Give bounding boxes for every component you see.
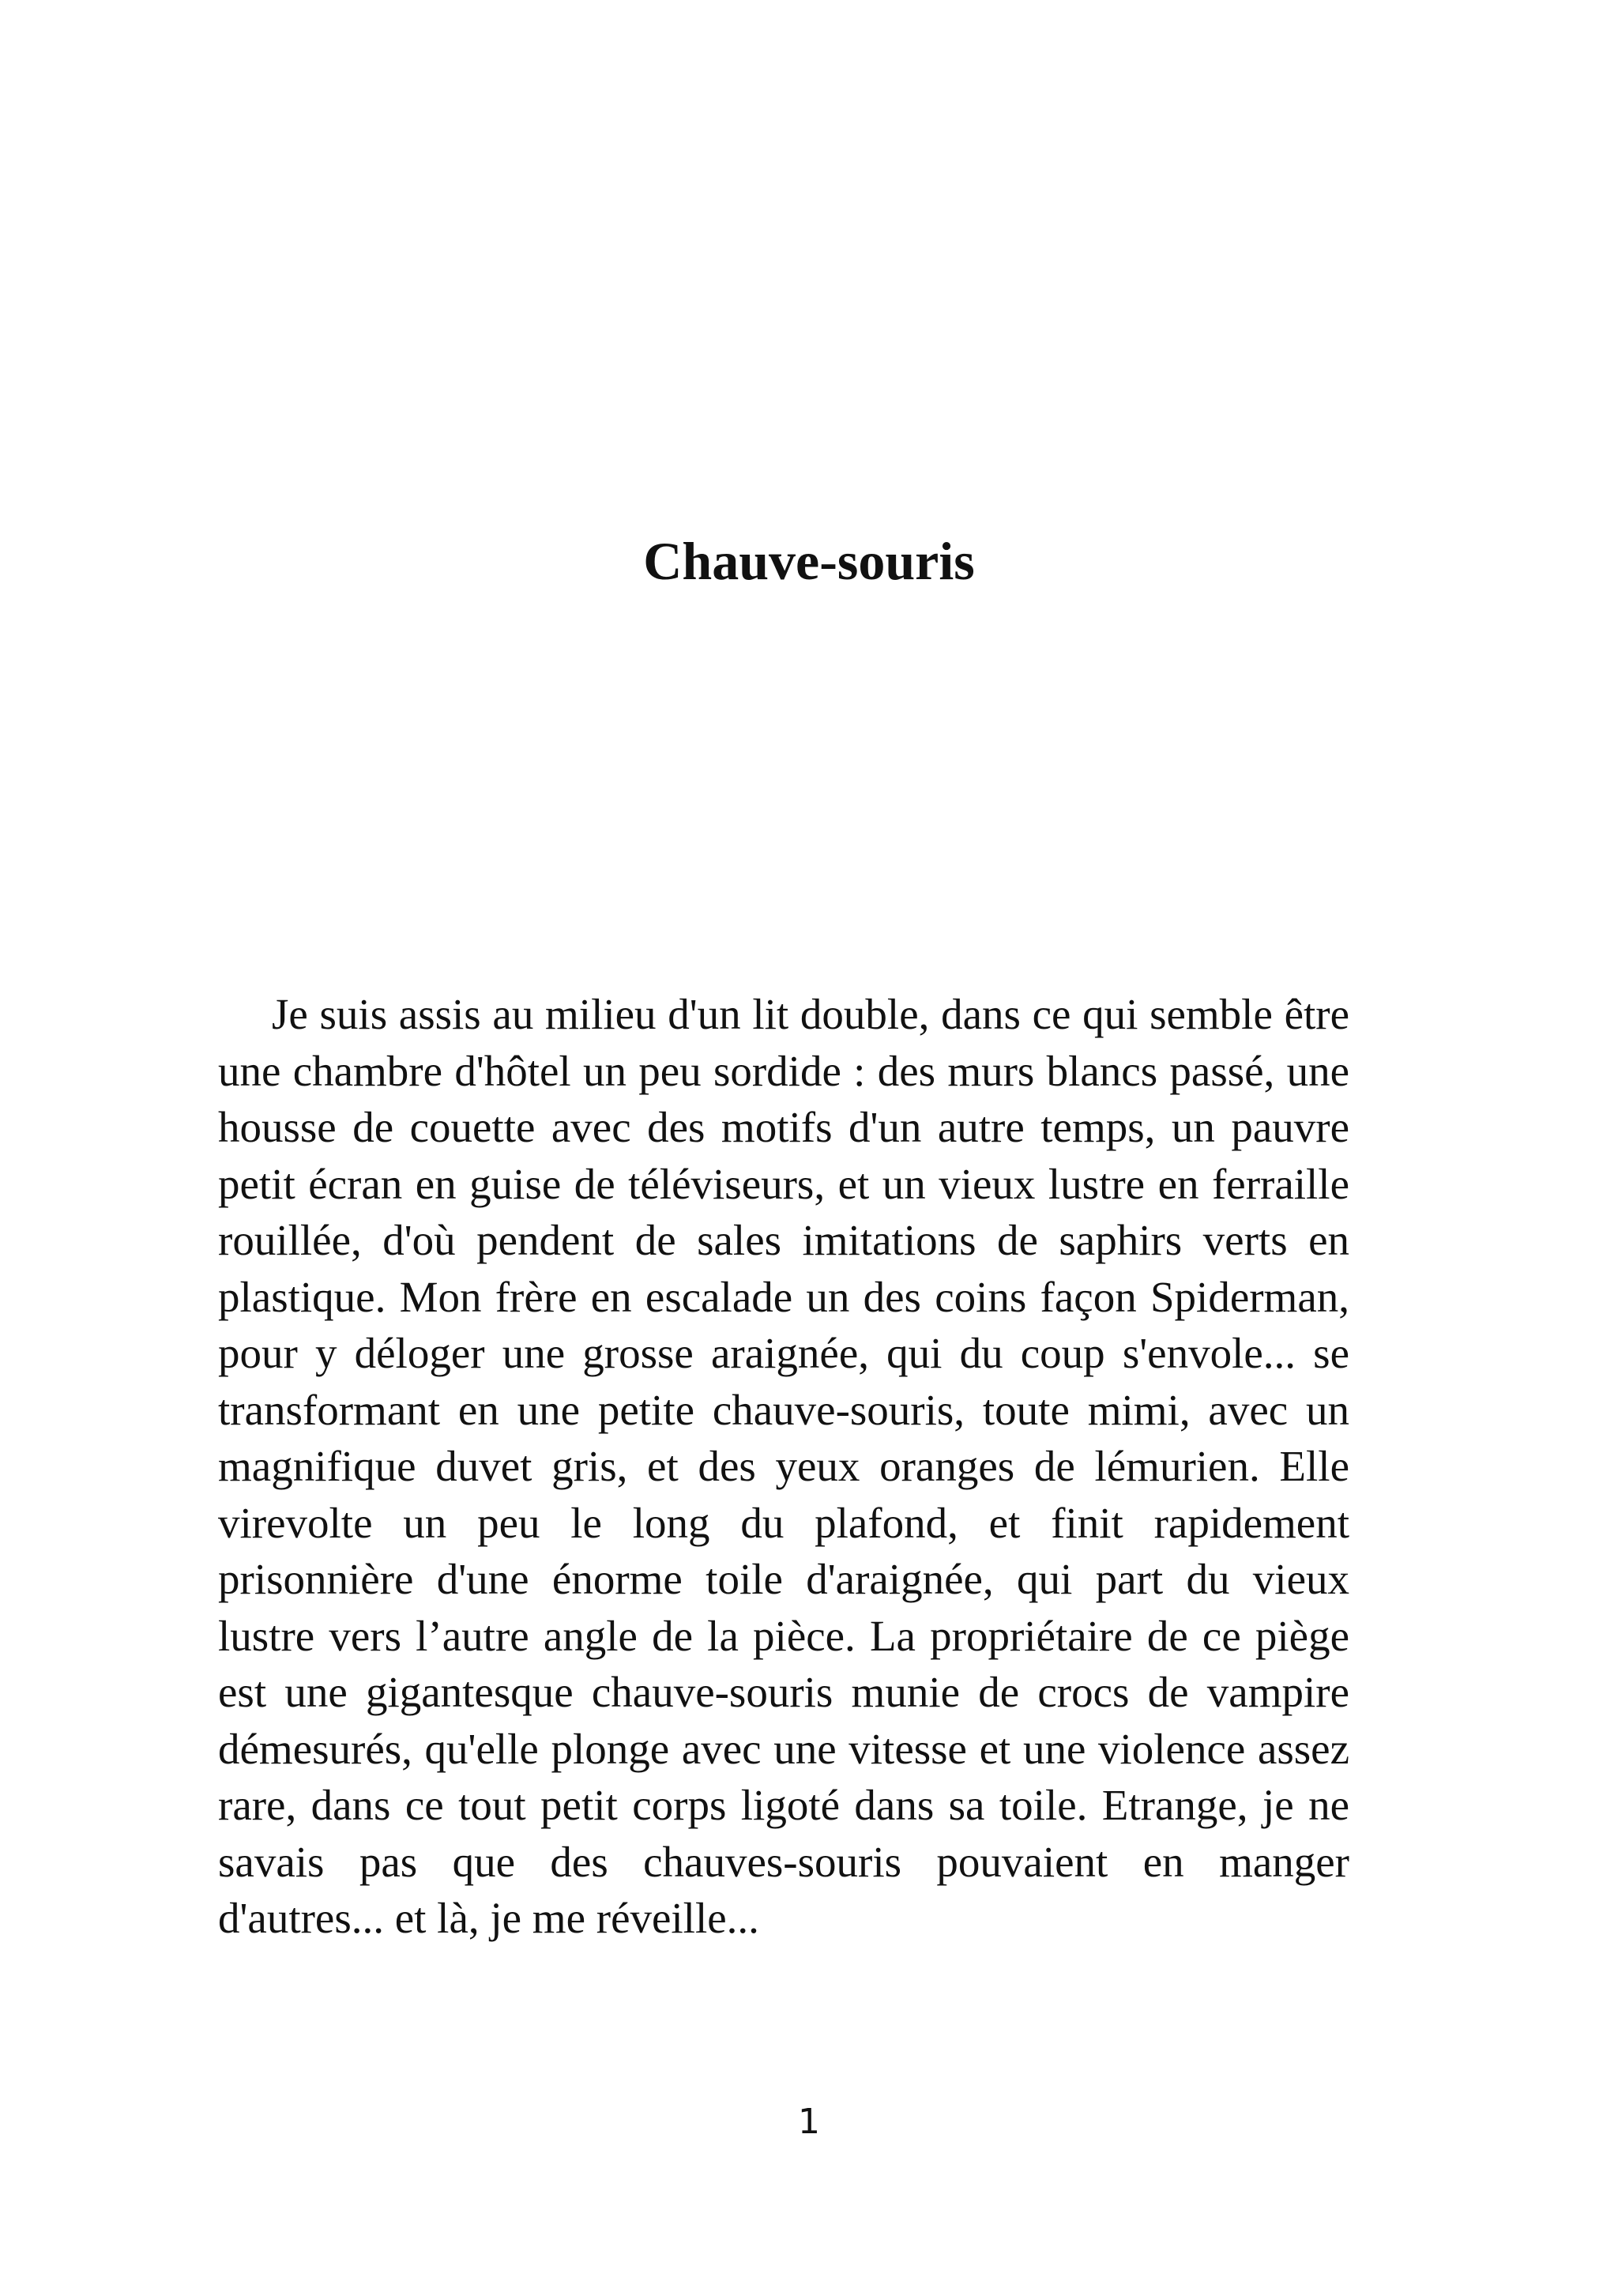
page-number: 1 <box>798 2102 820 2142</box>
body-paragraph: Je suis assis au milieu d'un lit double, dans ce qui semble être une chambre d'hôtel un peu sordide : des murs blancs passé, une housse de couette avec des motifs d'un autre temps, un pauvre petit écran en guise de téléviseurs, et un vieux lustre en ferraille rouillée, d'où pendent de sales imitations de saphirs verts en plastique. Mon frère en escalade un des coins façon Spiderman, pour y déloger une grosse araignée, qui du coup s'envole... se transformant en une petite chauve-souris, toute mimi, avec un magnifique duvet gris, et des yeux oranges de lémurien. Elle virevolte un peu le long du plafond, et finit rapidement prisonnière d'une énorme toile d'araignée, qui part du vieux lustre vers l’autre angle de la pièce. La propriétaire de ce piège est une gigantesque chauve-souris munie de crocs de vampire démesurés, qu'elle plonge avec une vitesse et une violence assez rare, dans ce tout petit corps ligoté dans sa toile. Etrange, je ne savais pas que des chauves-souris pouvaient en manger d'autres... et là, je me réveille... <box>218 990 1349 1942</box>
chapter-title: Chauve-souris <box>643 531 975 591</box>
